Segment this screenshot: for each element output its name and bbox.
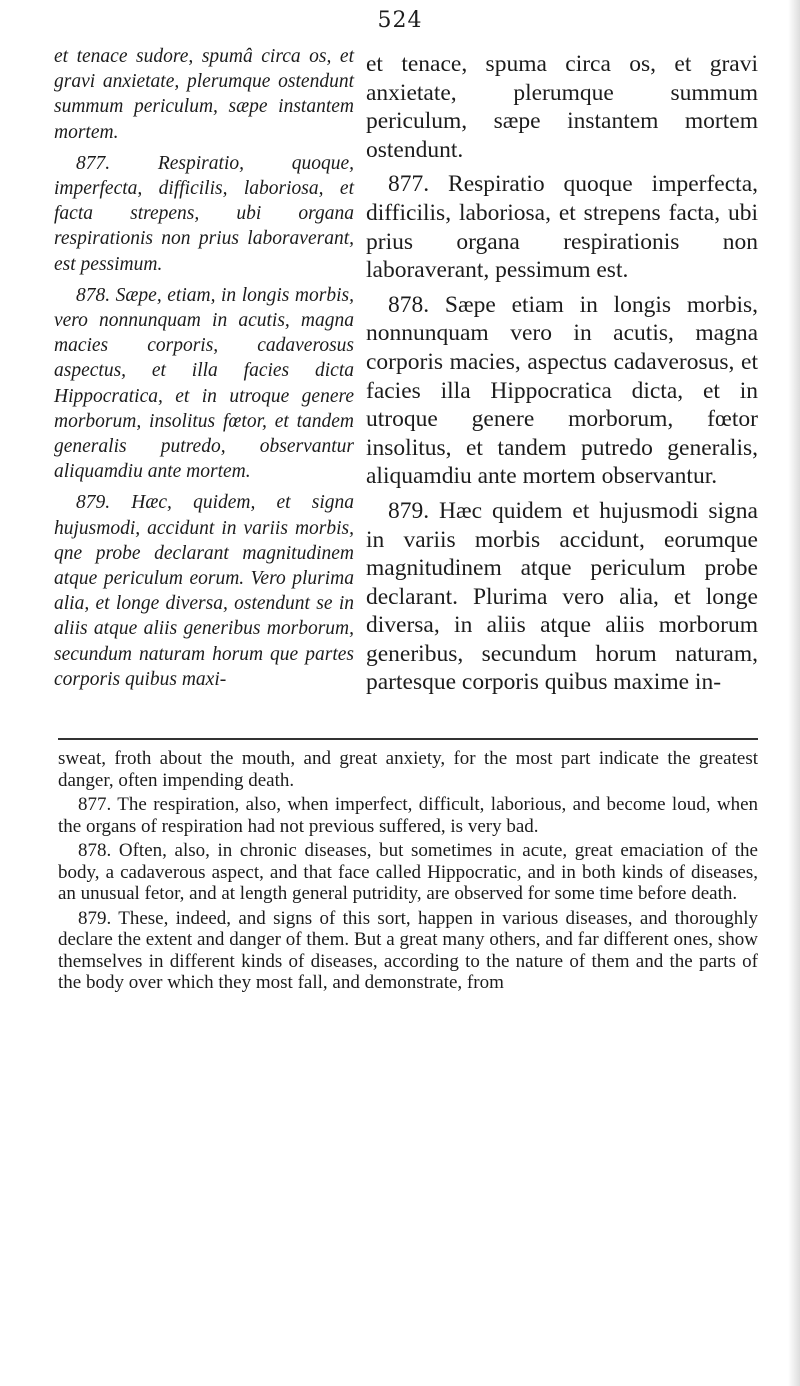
latin-roman-paragraph: 877. Respiratio quoque imperfecta, difficilis, laboriosa, et strepens facta, ubi prius organa respirationis non laboraverant, pessimum est. [366, 171, 758, 284]
page-edge-shadow [788, 0, 800, 1386]
english-paragraph: sweat, froth about the mouth, and great anxiety, for the most part indicate the greatest danger, often impending death. [58, 748, 758, 791]
latin-italic-paragraph: 878. Sæpe, etiam, in longis morbis, vero nonnunquam in acutis, magna macies corporis, cadaverosus aspectus, et illa facies dicta Hippocratica, et in utroque genere morborum, insolitus fœtor, et tandem generalis putredo, observantur aliquamdiu ante mortem. [54, 284, 354, 483]
latin-italic-paragraph: et tenace sudore, spumâ circa os, et gravi anxietate, plerumque ostendunt summum periculum, sæpe instantem mortem. [54, 46, 354, 143]
latin-column-italic [54, 44, 354, 698]
english-paragraph: 877. The respiration, also, when imperfect, difficult, laborious, and become loud, when the organs of respiration had not previous suffered, is very bad. [58, 794, 758, 837]
english-paragraph: 878. Often, also, in chronic diseases, but sometimes in acute, great emaciation of the body, a cadaverous aspect, and that face called Hippocratic, and in both kinds of diseases, an unusual fetor, and at length general putridity, are observed for some time before death. [58, 840, 758, 904]
page-number: 524 [377, 8, 423, 33]
latin-roman-paragraph: 879. Hæc quidem et hujusmodi signa in variis morbis accidunt, eorumque magnitudinem atque periculum probe declarant. Plurima vero alia, et longe diversa, in aliis atque aliis morborum generibus, secundum horum naturam, partesque corporis quibus maxime in- [366, 497, 758, 696]
latin-roman-paragraph: 878. Sæpe etiam in longis morbis, nonnunquam vero in acutis, magna corporis macies, aspectus cadaverosus, et facies illa Hippocratica dicta, et in utroque genere morborum, fœtor insolitus, et tandem putredo generalis, aliquamdiu ante mortem observantur. [366, 291, 758, 490]
latin-italic-paragraph: 877. Respiratio, quoque, imperfecta, difficilis, laboriosa, et facta strepens, ubi organa respirationis non prius laboraverant, est pessimum. [54, 152, 354, 275]
latin-roman-paragraph: et tenace, spuma circa os, et gravi anxietate, plerumque summum periculum, sæpe instantem mortem ostendunt. [366, 51, 758, 163]
english-translation [58, 748, 758, 997]
latin-italic-paragraph: 879. Hæc, quidem, et signa hujusmodi, accidunt in variis morbis, qne probe declarant magnitudinem atque periculum eorum. Vero plurima alia, et longe diversa, ostendunt se in aliis atque aliis generibus morborum, secundum naturam horum que partes corporis quibus maxi- [54, 492, 354, 690]
section-divider [58, 738, 758, 740]
latin-column-roman [366, 50, 758, 703]
english-paragraph: 879. These, indeed, and signs of this sort, happen in various diseases, and thoroughly declare the extent and danger of them. But a great many others, and far different ones, show themselves in different kinds of diseases, according to the nature of them and the parts of the body over which they most fall, and demonstrate, from [58, 907, 758, 993]
